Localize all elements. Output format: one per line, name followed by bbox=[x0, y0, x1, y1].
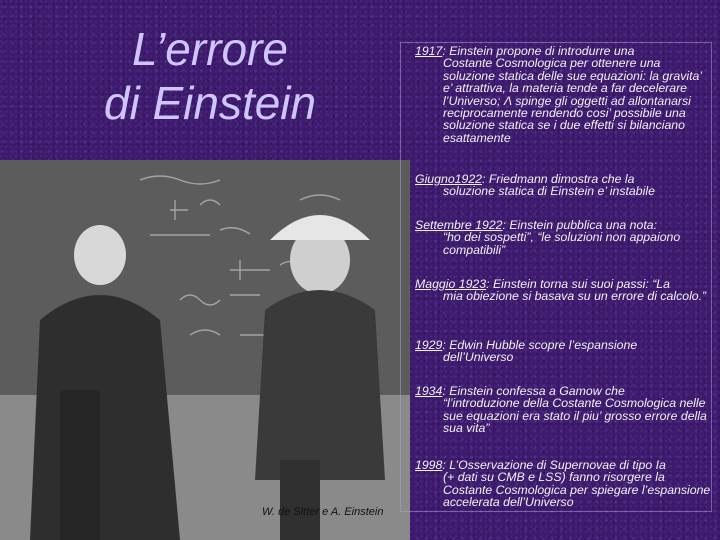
timeline-date: Giugno1922 bbox=[415, 172, 483, 186]
timeline-text-cont: “ho dei sospetti”, “le soluzioni non appaiono compatibili” bbox=[443, 230, 681, 257]
timeline-date: Maggio 1923 bbox=[415, 277, 487, 291]
timeline-box bbox=[400, 42, 712, 512]
timeline-text: : Einstein confessa a Gamow che bbox=[442, 384, 625, 398]
photo-illustration bbox=[0, 160, 410, 540]
timeline-text: : Einstein torna sui suoi passi: “La bbox=[486, 277, 670, 291]
timeline-text-cont: “l’introduzione della Costante Cosmologica nelle sue equazioni era stato il piu’ grosso errore della sua vita” bbox=[443, 396, 707, 436]
timeline-text: : Friedmann dimostra che la bbox=[482, 172, 635, 186]
timeline-date: 1929 bbox=[415, 338, 443, 352]
timeline-text: : Einstein pubblica una nota: bbox=[502, 218, 658, 232]
timeline-date: 1934 bbox=[415, 384, 443, 398]
timeline-text: : Edwin Hubble scopre l’espansione bbox=[442, 338, 638, 352]
timeline-text-cont: mia obiezione si basava su un errore di calcolo.” bbox=[443, 289, 707, 304]
historical-photo bbox=[0, 160, 410, 540]
timeline-entry bbox=[415, 278, 711, 303]
timeline-date: Settembre 1922 bbox=[415, 218, 503, 232]
title-line-2: di Einstein bbox=[103, 77, 317, 129]
timeline-entry bbox=[415, 459, 711, 509]
timeline-text-cont: dell’Universo bbox=[443, 350, 514, 365]
timeline-entry bbox=[415, 173, 711, 198]
timeline-entry bbox=[415, 339, 711, 364]
timeline-entry bbox=[415, 219, 711, 256]
timeline-date: 1917 bbox=[415, 44, 443, 58]
timeline-text: : Einstein propone di introdurre una bbox=[442, 44, 635, 58]
timeline-text-cont: Costante Cosmologica per ottenere una soluzione statica delle sue equazioni: la gravita’ e’ attrattiva, la materia tende a far decelerare l’Universo; Λ spinge gli oggetti ad allontanarsi reciprocamente rendendo cosi’ possibile una soluzione statica se i due effetti si bilanciano esattamente bbox=[443, 56, 702, 145]
timeline-entry bbox=[415, 45, 711, 144]
photo-caption: W. de Sitter e A. Einstein bbox=[262, 506, 384, 518]
timeline-entry bbox=[415, 385, 711, 435]
timeline-text-cont: soluzione statica di Einstein e’ instabile bbox=[443, 184, 655, 199]
slide-title bbox=[60, 22, 360, 130]
timeline-date: 1998 bbox=[415, 458, 443, 472]
title-line-1: L’errore bbox=[132, 23, 288, 75]
timeline-text: : L’Osservazione di Supernovae di tipo Ia bbox=[442, 458, 666, 472]
timeline-text-cont: (+ dati su CMB e LSS) fanno risorgere la Costante Cosmologica per spiegare l’espansione accelerata dell’Universo bbox=[443, 470, 711, 510]
